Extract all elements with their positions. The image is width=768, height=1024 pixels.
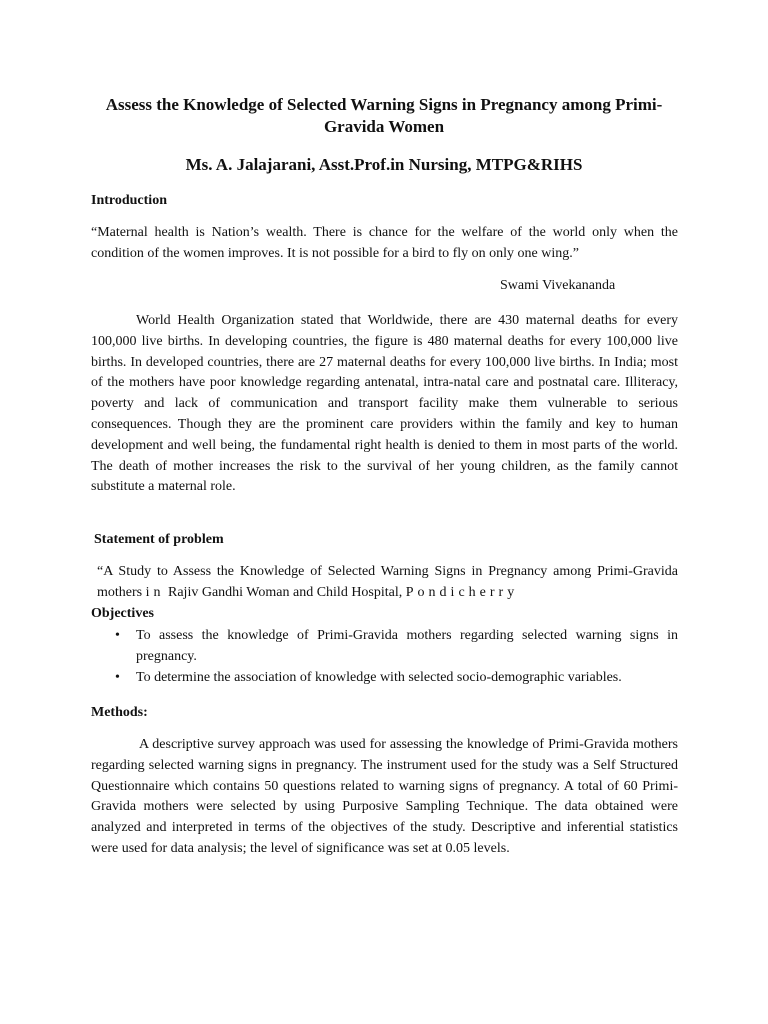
introduction-heading: Introduction xyxy=(91,193,167,208)
problem-heading: Statement of problem xyxy=(94,532,224,547)
methods-paragraph: A descriptive survey approach was used for assessing the knowledge of Primi-Gravida mothers regarding selected warning signs in pregnancy. The instrument used for the study was a Self Structured Questionnaire which contains 50 questions related to warning signs of pregnancy. A total of 60 Primi-Gravida mothers were selected by using Purposive Sampling Technique. The data obtained were analyzed and interpreted in terms of the objectives of the study. Descriptive and inferential statistics were used for data analysis; the level of significance was set at 0.05 levels. xyxy=(91,737,678,856)
problem-text-main: “A Study to Assess the Knowledge of Selected Warning Signs in Pregnancy among Primi-Gravida mothers xyxy=(97,564,678,600)
author-line: Ms. A. Jalajarani, Asst.Prof.in Nursing, MTPG&RIHS xyxy=(185,155,583,174)
bullet-icon: • xyxy=(115,628,120,643)
objective-text: To determine the association of knowledge with selected socio-demographic variables. xyxy=(136,670,622,685)
objectives-heading: Objectives xyxy=(91,606,154,621)
problem-text-place: Pondicherry xyxy=(405,584,519,600)
objectives-list xyxy=(91,625,678,688)
objective-item xyxy=(91,625,678,667)
introduction-paragraph: World Health Organization stated that Worldwide, there are 430 maternal deaths for every 100,000 live births. In developing countries, the figure is 480 maternal deaths for every 100,000 live births. In developed countries, there are 27 maternal deaths for every 100,000 live births. In India; most of the mothers have poor knowledge regarding antenatal, intra-natal care and postnatal care. Illiteracy, poverty and lack of communication and transport facility make them vulnerable to serious consequences. Though they are the prominent care providers within the family and key to human development and well being, the fundamental right health is denied to them in most parts of the world. The death of mother increases the risk to the survival of her young children, as the family cannot substitute a maternal role. xyxy=(91,313,678,495)
introduction-quote: “Maternal health is Nation’s wealth. There is chance for the welfare of the world only when the condition of the women improves. It is not possible for a bird to fly on only one wing.” xyxy=(91,225,678,261)
document-title: Assess the Knowledge of Selected Warning Signs in Pregnancy among Primi-Gravida Women xyxy=(105,95,663,136)
problem-text-mid: Rajiv Gandhi Woman and Child Hospital, xyxy=(164,584,406,600)
objective-item xyxy=(91,667,678,688)
problem-statement xyxy=(91,562,678,604)
methods-heading: Methods: xyxy=(91,705,148,720)
quote-attribution: Swami Vivekananda xyxy=(500,278,616,293)
bullet-icon: • xyxy=(115,670,120,685)
problem-text-in: in xyxy=(145,584,165,600)
objective-text: To assess the knowledge of Primi-Gravida mothers regarding selected warning signs in pregnancy. xyxy=(136,628,678,664)
